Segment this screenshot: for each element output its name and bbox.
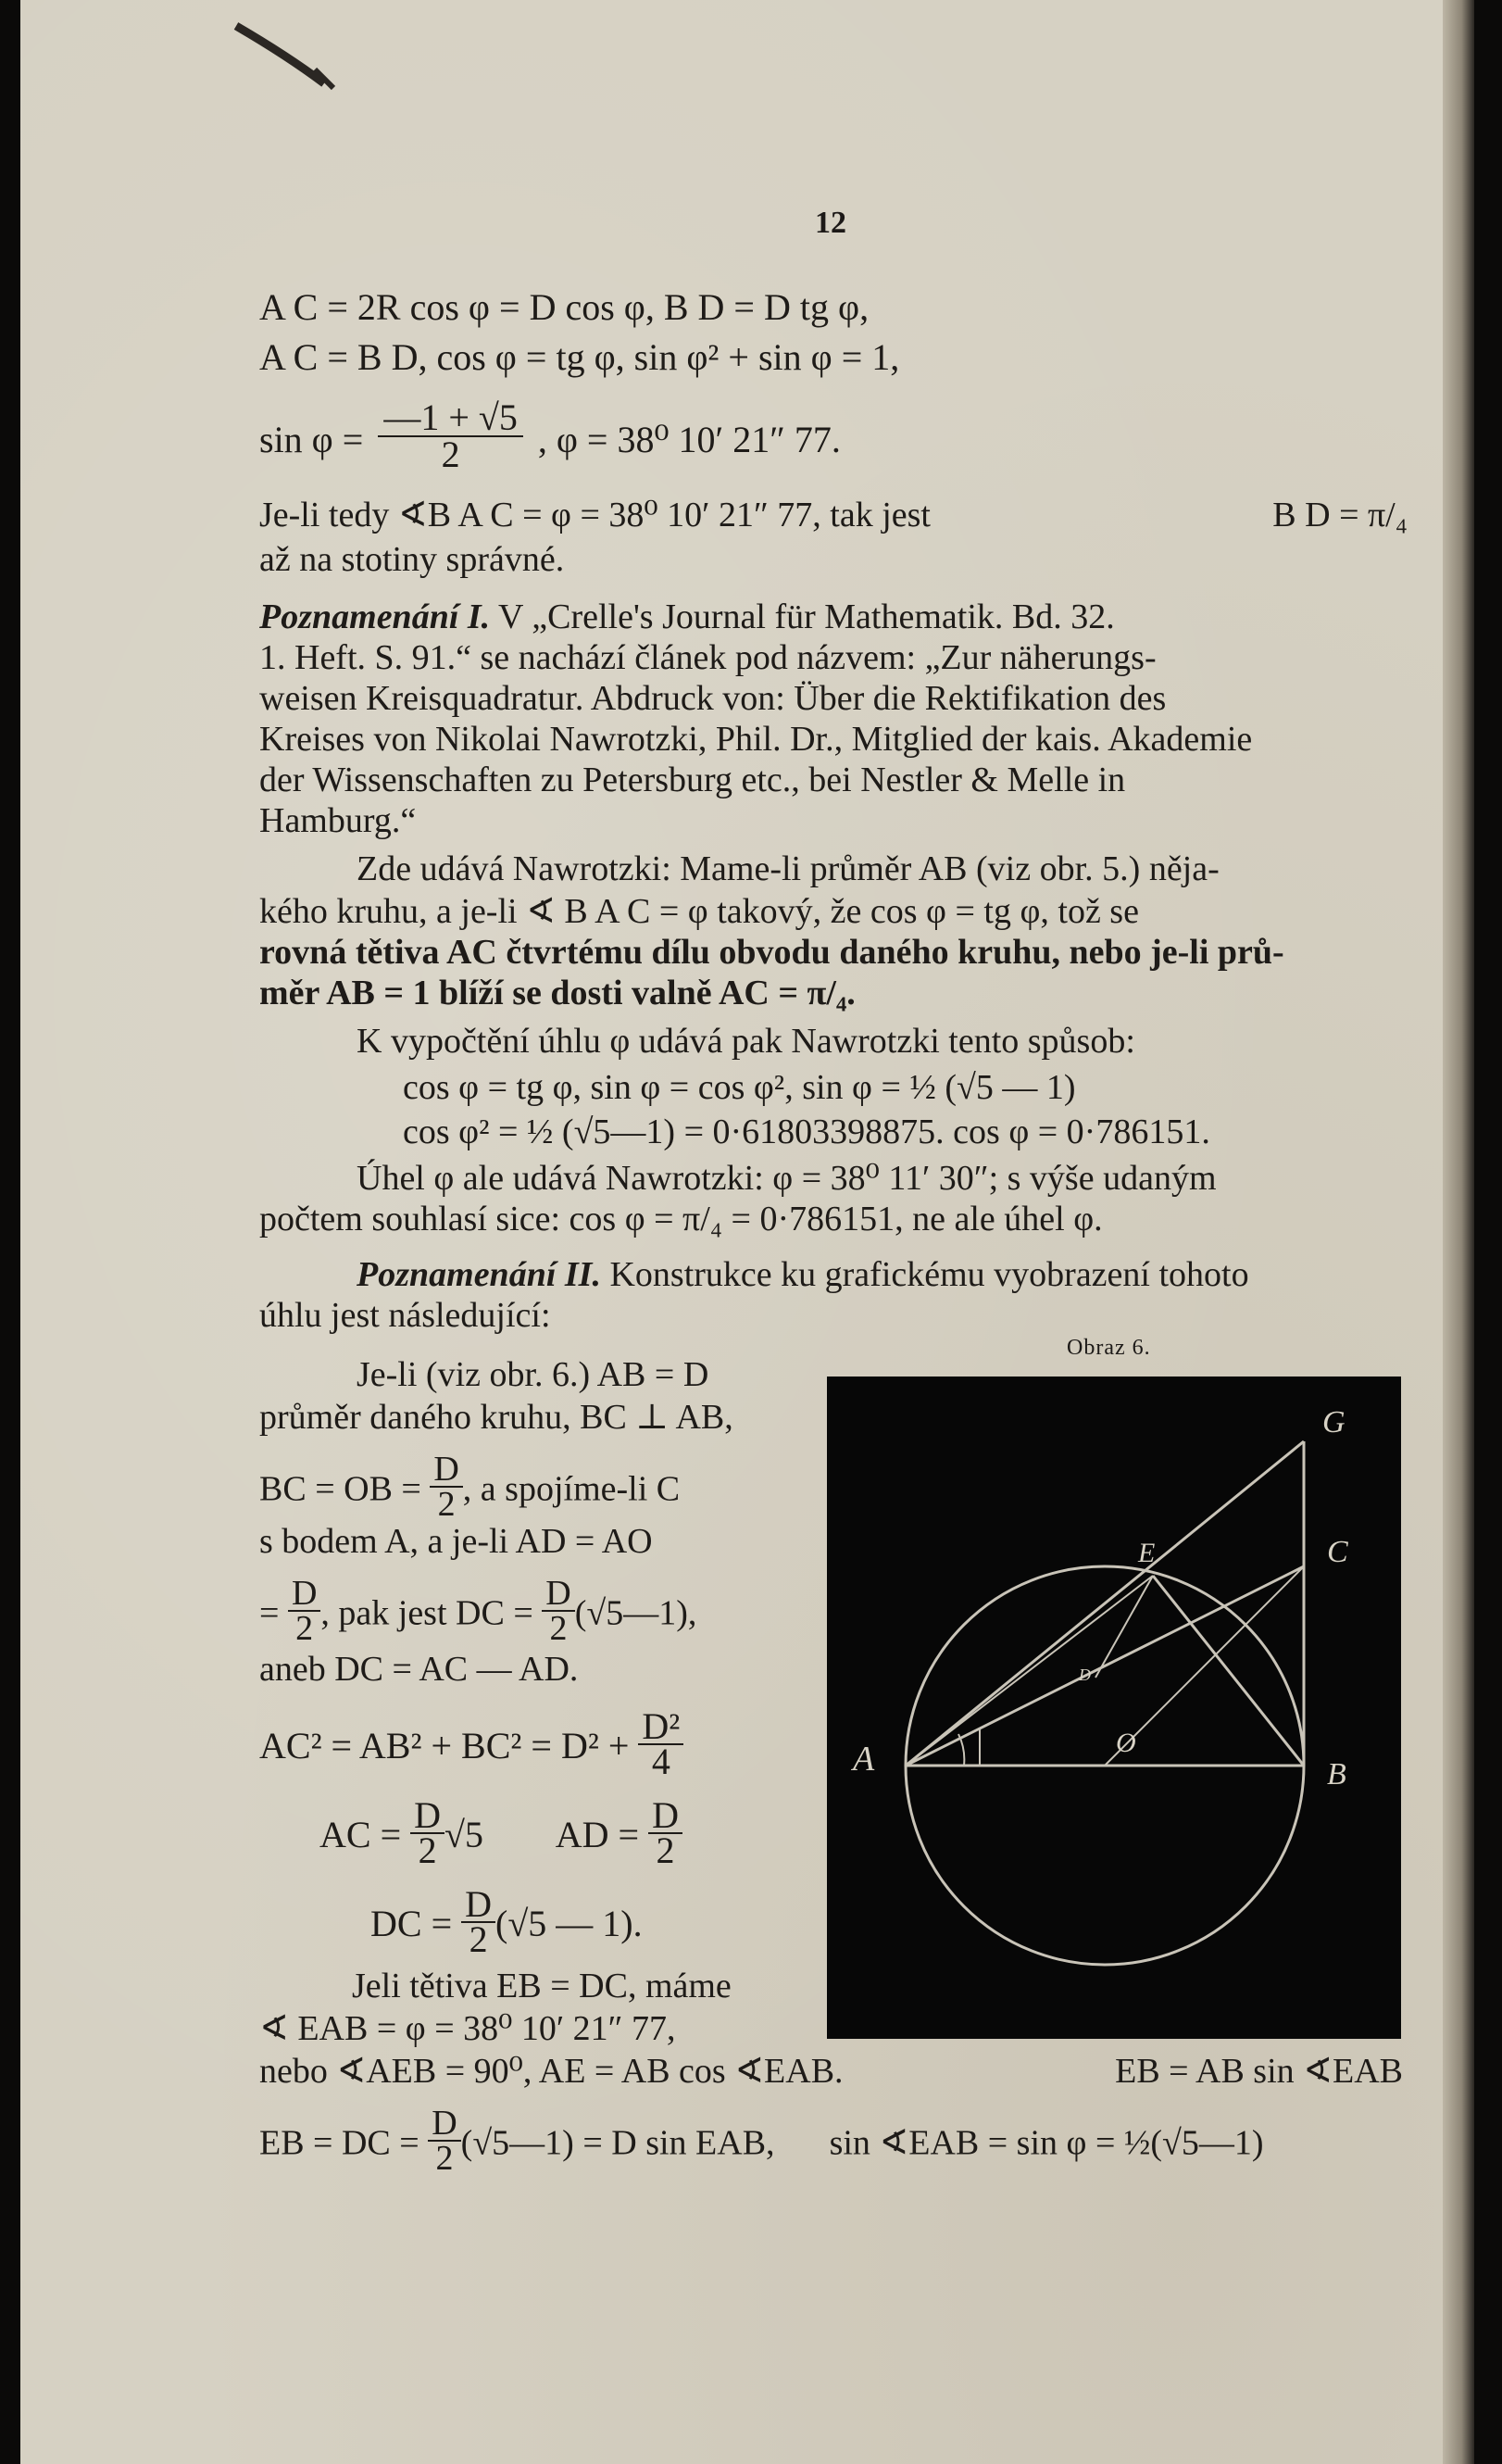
fraction-denominator: 2 bbox=[441, 434, 460, 475]
fraction-numerator: D bbox=[288, 1577, 320, 1612]
nawrotzki-line-1: Zde udává Nawrotzki: Mame-li průměr AB (viz obr. 5.) něja- bbox=[357, 849, 1220, 888]
sqrt-five-minus-one: (√5 — 1). bbox=[495, 1903, 643, 1945]
sin-phi-label: sin φ = bbox=[259, 419, 364, 461]
construction-line-7 bbox=[259, 1705, 683, 1784]
fraction-denominator: 2 bbox=[437, 1485, 456, 1524]
nawrotzki-line-2: kého kruhu, a je-li ∢ B A C = φ takový, že cos φ = tg φ, tož se bbox=[259, 892, 1139, 931]
note-1-text: V „Crelle's Journal für Mathematik. Bd. 32. bbox=[490, 597, 1115, 636]
construction-line-3 bbox=[259, 1450, 681, 1527]
equation-line-2: A C = B D, cos φ = tg φ, sin φ² + sin φ = 1, bbox=[259, 336, 900, 378]
equals-sign: = bbox=[259, 1593, 280, 1633]
fraction-denominator: 2 bbox=[295, 1609, 314, 1648]
label-b: B bbox=[1327, 1757, 1346, 1791]
construction-line-10: Jeli tětiva EB = DC, máme bbox=[352, 1967, 732, 2005]
equation-line-3 bbox=[259, 396, 841, 480]
fraction-denominator: 2 bbox=[418, 1829, 437, 1871]
note-1-line-2: 1. Heft. S. 91.“ se nachází článek pod názvem: „Zur näherungs- bbox=[259, 638, 1157, 677]
note-2-label: Poznamenání II. bbox=[357, 1255, 601, 1294]
phi-value: , φ = 38⁰ 10′ 21″ 77. bbox=[537, 419, 841, 461]
pythagoras-equation: AC² = AB² + BC² = D² + bbox=[259, 1725, 630, 1767]
fraction-denominator: 2 bbox=[549, 1609, 568, 1648]
construction-line-13 bbox=[259, 2104, 1408, 2181]
note-2-line-2: úhlu jest následující: bbox=[259, 1296, 551, 1335]
angle-aeb: nebo ∢AEB = 90⁰, AE = AB cos ∢EAB. bbox=[259, 2052, 844, 2091]
label-c: C bbox=[1327, 1535, 1348, 1569]
note-1-label: Poznamenání I. bbox=[259, 597, 491, 636]
eb-equals-dc: EB = DC = bbox=[259, 2123, 419, 2163]
label-d: D bbox=[1079, 1666, 1091, 1684]
calculation-line-2: cos φ² = ½ (√5—1) = 0·61803398875. cos φ = 0·786151. bbox=[403, 1113, 1210, 1151]
fraction-numerator: D bbox=[461, 1888, 495, 1923]
line-ag bbox=[906, 1441, 1304, 1766]
note-1-line-5: der Wissenschaften zu Petersburg etc., bei Nestler & Melle in bbox=[259, 761, 1126, 799]
construction-line-4: s bodem A, a je-li AD = AO bbox=[259, 1522, 653, 1561]
fraction-numerator: D bbox=[542, 1577, 574, 1612]
construction-line-8 bbox=[319, 1794, 682, 1873]
bc-equals-ob: BC = OB = bbox=[259, 1469, 421, 1509]
label-g: G bbox=[1322, 1405, 1346, 1439]
text-line-5: až na stotiny správné. bbox=[259, 540, 565, 579]
construction-text: , a spojíme-li C bbox=[462, 1469, 681, 1509]
note-1-line-6: Hamburg.“ bbox=[259, 801, 417, 840]
bd-equals-pi-quarter: B D = π/₄ bbox=[1272, 496, 1408, 534]
nawrotzki-line-3: rovná tětiva AC čtvrtému dílu obvodu daného kruhu, nebo je-li prů- bbox=[259, 933, 1284, 972]
sqrt-five: √5 bbox=[444, 1814, 483, 1856]
construction-text: (√5—1) = D sin EAB, bbox=[460, 2123, 775, 2163]
construction-line-11: ∢ EAB = φ = 38⁰ 10′ 21″ 77, bbox=[259, 2009, 676, 2048]
construction-text: , pak jest DC = bbox=[320, 1593, 533, 1633]
page-number: 12 bbox=[815, 206, 846, 240]
construction-line-6: aneb DC = AC — AD. bbox=[259, 1650, 579, 1689]
angle-statement: Je-li tedy ∢B A C = φ = 38⁰ 10′ 21″ 77, tak jest bbox=[259, 496, 931, 534]
fraction-denominator: 2 bbox=[469, 1918, 488, 1960]
geometry-diagram bbox=[827, 1377, 1401, 2039]
note-1-heading-line bbox=[259, 597, 1115, 637]
book-spine-shadow bbox=[1443, 0, 1474, 2464]
construction-line-5 bbox=[259, 1574, 697, 1651]
dc-equals: DC = bbox=[370, 1903, 453, 1945]
note-1-line-4: Kreises von Nikolai Nawrotzki, Phil. Dr., Mitglied der kais. Akademie bbox=[259, 720, 1253, 759]
fraction-numerator: D bbox=[430, 1452, 462, 1488]
construction-line-12 bbox=[259, 2051, 1403, 2092]
ac-equals: AC = bbox=[319, 1814, 402, 1856]
angle-line-1: Úhel φ ale udává Nawrotzki: φ = 38⁰ 11′ 30″; s výše udaným bbox=[357, 1159, 1217, 1198]
fraction-numerator: D bbox=[428, 2106, 460, 2142]
nawrotzki-line-4: měr AB = 1 blíží se dosti valně AC = π/₄. bbox=[259, 974, 856, 1012]
fraction-numerator: —1 + √5 bbox=[378, 400, 523, 437]
ink-mark bbox=[232, 19, 380, 102]
fraction-denominator: 4 bbox=[651, 1741, 670, 1782]
figure-6 bbox=[827, 1377, 1401, 2039]
equation-line-4 bbox=[259, 495, 1408, 535]
calculation-intro: K vypočtění úhlu φ udává pak Nawrotzki tento spůsob: bbox=[357, 1022, 1135, 1061]
sin-eab: sin ∢EAB = sin φ = ½(√5—1) bbox=[829, 2123, 1264, 2163]
construction-line-9 bbox=[370, 1883, 643, 1962]
fraction-denominator: 2 bbox=[435, 2139, 454, 2178]
construction-line-1: Je-li (viz obr. 6.) AB = D bbox=[357, 1355, 709, 1394]
fraction-denominator: 2 bbox=[656, 1829, 675, 1871]
fraction-numerator: D bbox=[410, 1799, 444, 1834]
ad-equals: AD = bbox=[555, 1814, 640, 1856]
line-ed bbox=[1095, 1576, 1153, 1678]
fraction-numerator: D² bbox=[638, 1710, 683, 1745]
calculation-line-1: cos φ = tg φ, sin φ = cos φ², sin φ = ½ (√5 — 1) bbox=[403, 1068, 1076, 1107]
label-e: E bbox=[1138, 1538, 1156, 1568]
equation-line-1: A C = 2R cos φ = D cos φ, B D = D tg φ, bbox=[259, 286, 870, 328]
label-a: A bbox=[853, 1740, 875, 1779]
construction-line-2: průměr daného kruhu, BC ⊥ AB, bbox=[259, 1398, 733, 1437]
figure-caption: Obraz 6. bbox=[1067, 1336, 1151, 1360]
note-1-line-3: weisen Kreisquadratur. Abdruck von: Über die Rektifikation des bbox=[259, 679, 1167, 718]
note-2-heading-line bbox=[357, 1254, 1249, 1295]
line-ac bbox=[906, 1566, 1304, 1766]
construction-text: (√5—1), bbox=[574, 1593, 697, 1633]
note-2-text: Konstrukce ku grafickému vyobrazení tohoto bbox=[600, 1255, 1249, 1294]
angle-line-2: počtem souhlasí sice: cos φ = π/₄ = 0·786151, ne ale úhel φ. bbox=[259, 1200, 1103, 1238]
label-o: O bbox=[1116, 1728, 1136, 1758]
eb-equals: EB = AB sin ∢EAB bbox=[1115, 2052, 1403, 2091]
fraction-numerator: D bbox=[648, 1799, 682, 1834]
